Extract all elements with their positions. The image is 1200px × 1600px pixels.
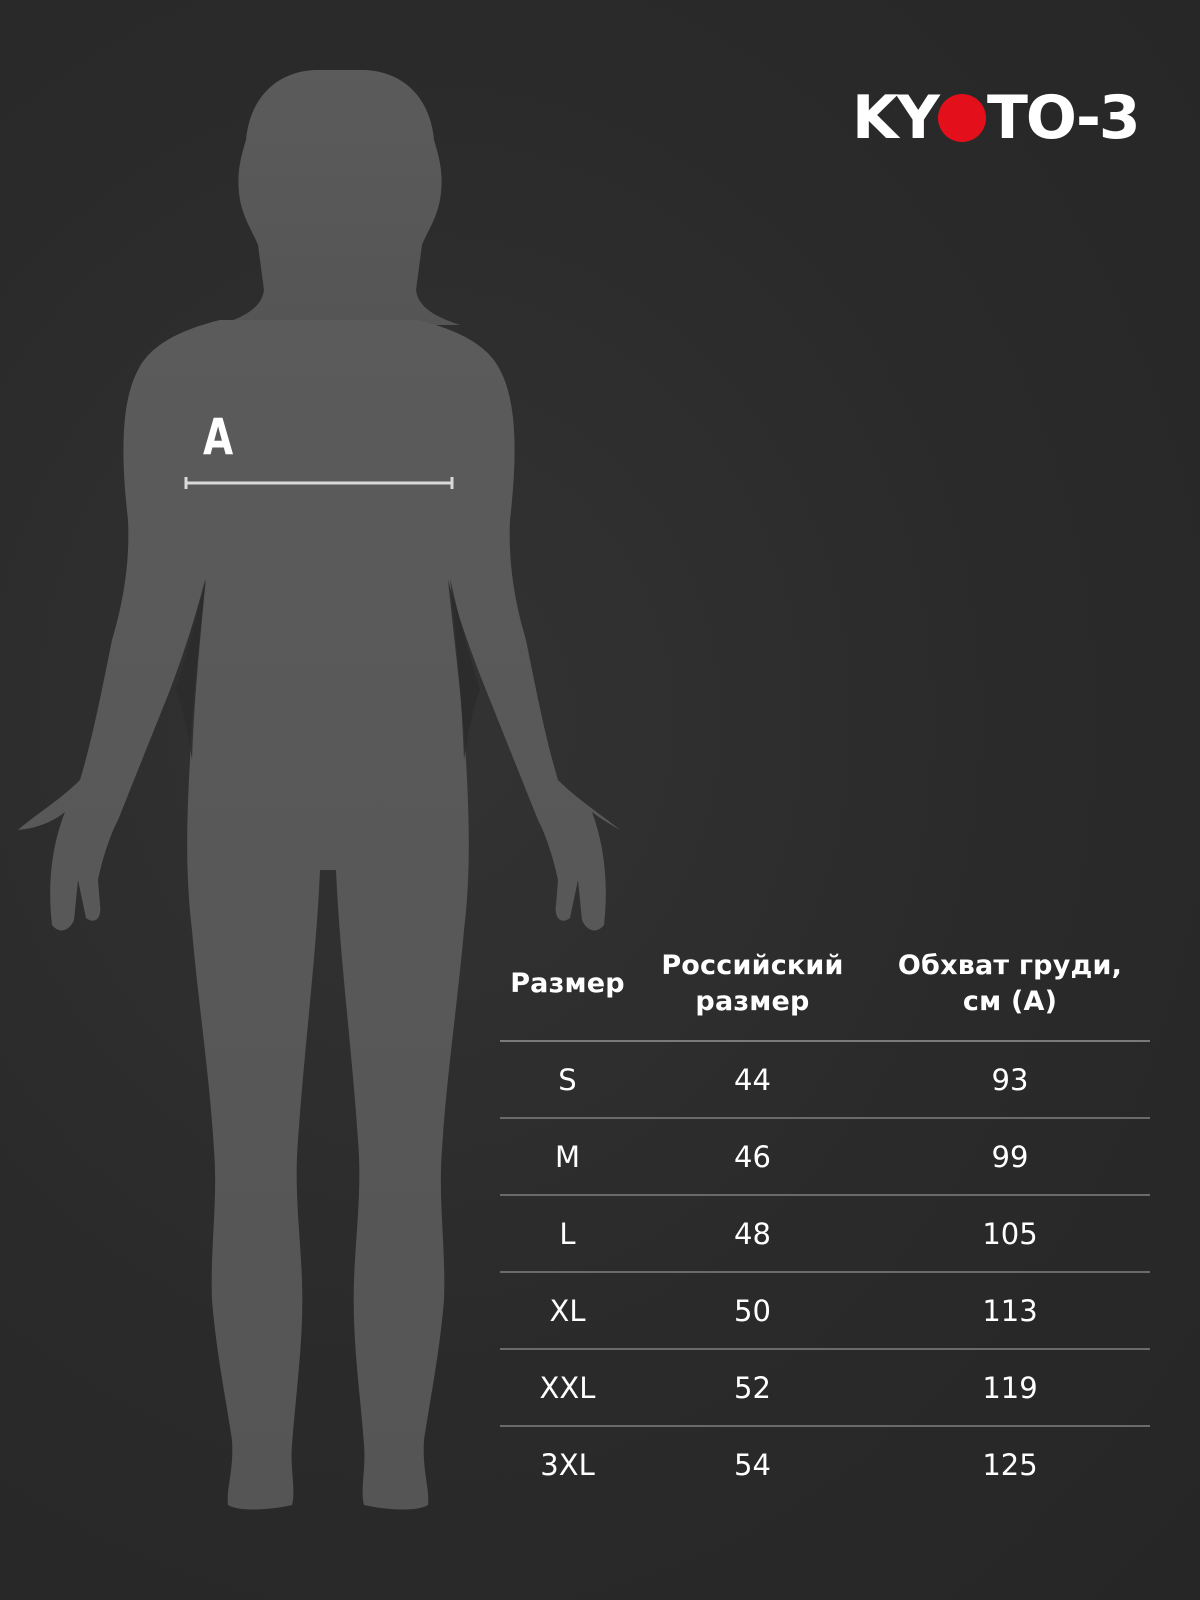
header-chest-line2: см (А): [962, 986, 1058, 1017]
table-row: [500, 1272, 1150, 1349]
cell-chest: 113: [870, 1272, 1150, 1349]
header-size-label: Размер: [510, 967, 625, 999]
header-ru-size-line2: размер: [695, 986, 810, 1017]
cell-size: 3XL: [500, 1426, 635, 1502]
header-ru-size-line1: Российский: [661, 949, 844, 981]
size-table: [500, 928, 1150, 1502]
table-header-row: [500, 928, 1150, 1041]
brand-logo: [852, 83, 1152, 153]
logo-text-part2: TO-3: [986, 83, 1139, 153]
header-ru-size: [635, 928, 870, 1041]
cell-chest: 105: [870, 1195, 1150, 1272]
cell-chest: 125: [870, 1426, 1150, 1502]
cell-chest: 93: [870, 1041, 1150, 1118]
silhouette-head: [220, 70, 460, 325]
table-row: [500, 1041, 1150, 1118]
table-row: [500, 1349, 1150, 1426]
cell-ru-size: 52: [635, 1349, 870, 1426]
cell-ru-size: 48: [635, 1195, 870, 1272]
header-chest: [870, 928, 1150, 1041]
cell-chest: 119: [870, 1349, 1150, 1426]
cell-ru-size: 46: [635, 1118, 870, 1195]
cell-size: XL: [500, 1272, 635, 1349]
cell-chest: 99: [870, 1118, 1150, 1195]
table-row: [500, 1195, 1150, 1272]
cell-size: L: [500, 1195, 635, 1272]
cell-ru-size: 54: [635, 1426, 870, 1502]
cell-size: S: [500, 1041, 635, 1118]
cell-size: M: [500, 1118, 635, 1195]
header-chest-line1: Обхват груди,: [897, 949, 1123, 981]
cell-ru-size: 50: [635, 1272, 870, 1349]
chest-measure-label: A: [203, 408, 234, 466]
logo-red-dot-icon: [938, 94, 986, 142]
cell-size: XXL: [500, 1349, 635, 1426]
table-row: [500, 1118, 1150, 1195]
header-size: [500, 928, 635, 1041]
table-row: [500, 1426, 1150, 1502]
logo-text-part1: KY: [852, 83, 938, 153]
cell-ru-size: 44: [635, 1041, 870, 1118]
